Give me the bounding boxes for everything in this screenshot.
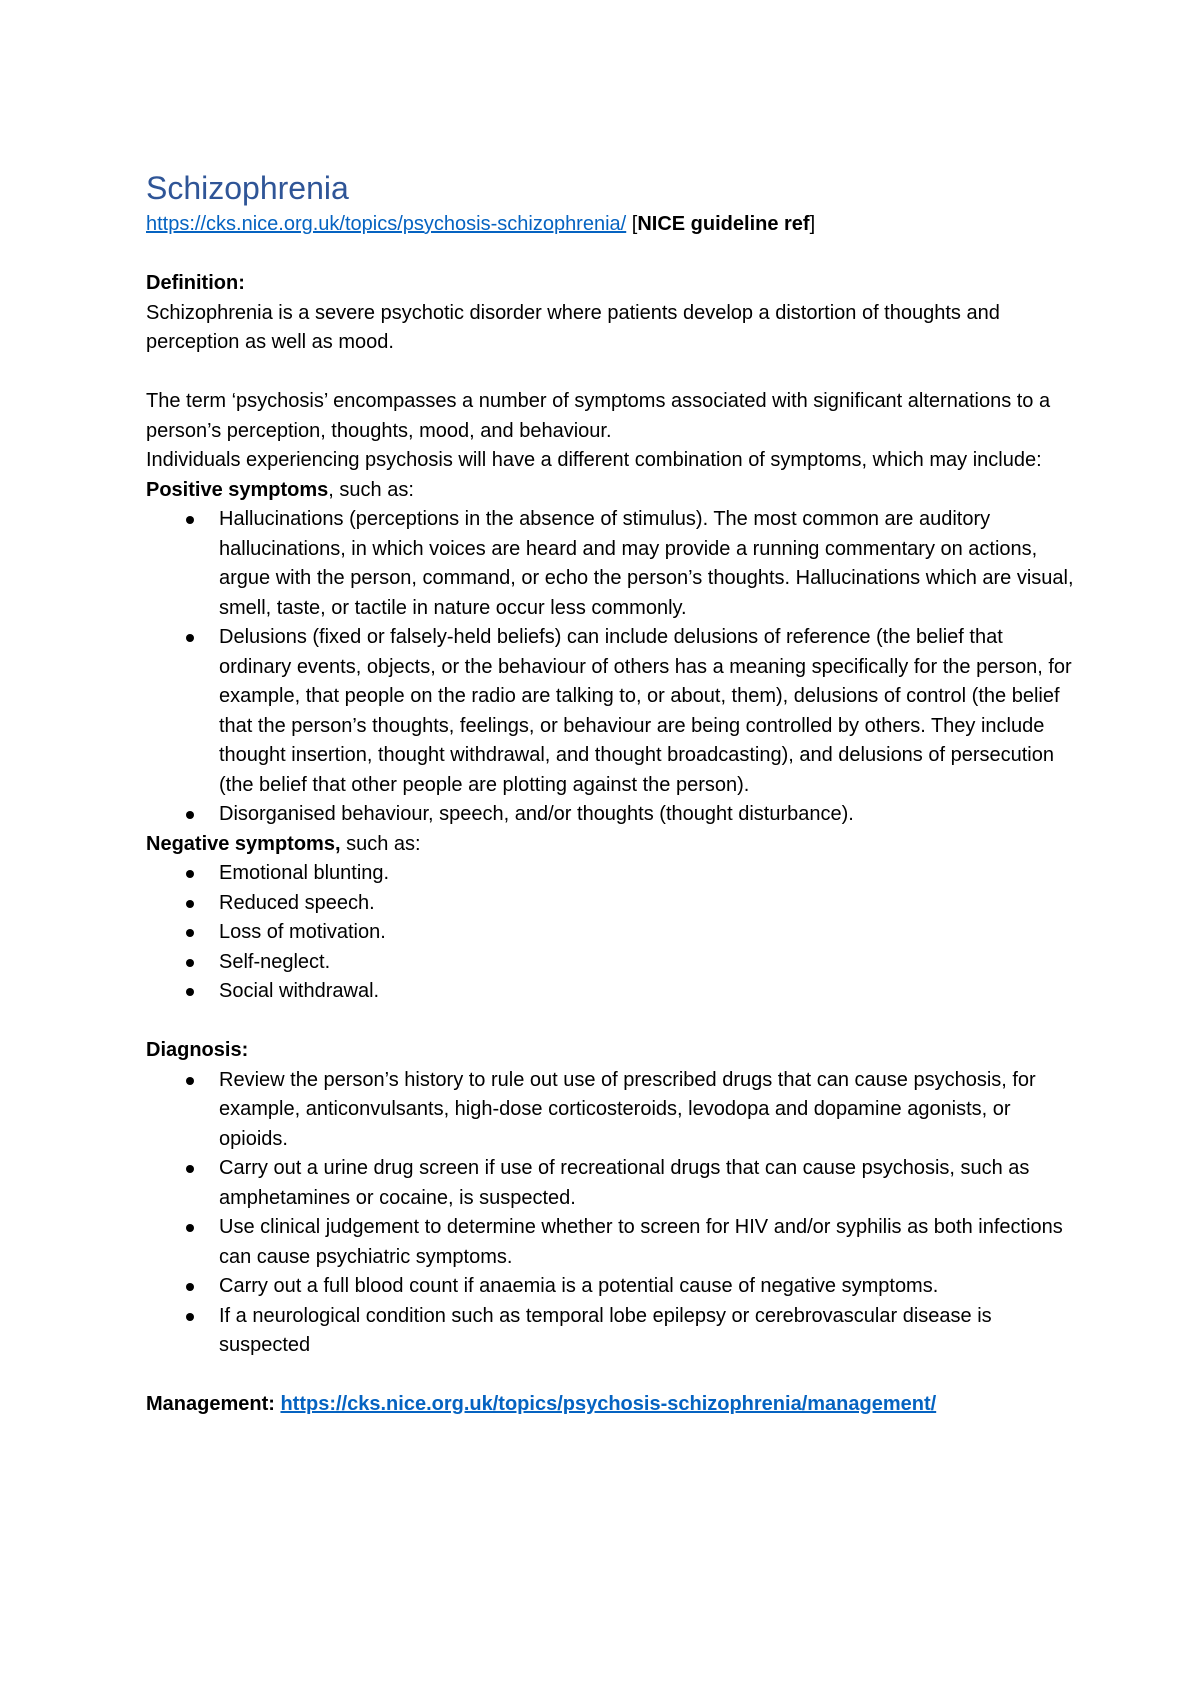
list-item	[146, 505, 1076, 623]
list-item	[146, 1154, 1076, 1213]
bullet-icon	[186, 811, 194, 819]
bullet-icon	[186, 988, 194, 996]
bullet-icon	[186, 516, 194, 524]
bullet-icon	[186, 1224, 194, 1232]
list-item-text: Self-neglect.	[219, 950, 331, 973]
list-item-text: Carry out a full blood count if anaemia is a potential cause of negative symptoms.	[219, 1275, 939, 1297]
negative-heading-bold: Negative symptoms,	[146, 832, 341, 855]
list-item-text: Reduced speech.	[219, 891, 375, 914]
spacer	[146, 358, 1076, 388]
list-item	[146, 1302, 1076, 1361]
list-item-text: Review the person’s history to rule out use of prescribed drugs that can cause psychosis, for example, anticonvulsants, high-dose corticosteroids, levodopa and dopamine agonists, or opioids.	[219, 1068, 1036, 1150]
list-item-text: Carry out a urine drug screen if use of recreational drugs that can cause psychosis, such as amphetamines or cocaine, is suspected.	[219, 1157, 1030, 1209]
list-item	[146, 918, 1076, 948]
bullet-icon	[186, 1313, 194, 1321]
page-title: Schizophrenia	[146, 170, 349, 206]
list-item-text: If a neurological condition such as temporal lobe epilepsy or cerebrovascular disease is suspected	[219, 1304, 992, 1356]
negative-symptoms-heading	[146, 830, 1076, 860]
bullet-icon	[186, 1283, 194, 1291]
positive-symptoms-list	[146, 505, 1076, 830]
management-link[interactable]: https://cks.nice.org.uk/topics/psychosis-schizophrenia/management/	[280, 1393, 937, 1415]
positive-heading-suffix: , such as:	[328, 478, 414, 501]
definition-text: Schizophrenia is a severe psychotic disorder where patients develop a distortion of thoughts and perception as well as mood.	[146, 301, 1000, 353]
bullet-icon	[186, 929, 194, 937]
list-item	[146, 948, 1076, 978]
nice-reference-link[interactable]: https://cks.nice.org.uk/topics/psychosis-schizophrenia/	[146, 213, 627, 235]
diagnosis-heading: Diagnosis:	[146, 1039, 249, 1061]
ref-label: NICE guideline ref	[637, 213, 810, 235]
list-item-text: Social withdrawal.	[219, 980, 380, 1002]
bullet-icon	[186, 634, 194, 642]
definition-heading: Definition:	[146, 272, 245, 294]
list-item	[146, 1272, 1076, 1302]
ref-close-bracket: ]	[809, 213, 816, 235]
positive-symptoms-heading	[146, 476, 1076, 506]
management-heading: Management:	[146, 1393, 281, 1415]
positive-heading-bold: Positive symptoms	[146, 478, 329, 501]
management-line	[146, 1390, 1076, 1420]
list-item-text: Use clinical judgement to determine whether to screen for HIV and/or syphilis as both infections can cause psychiatric symptoms.	[219, 1216, 1063, 1268]
spacer	[146, 1361, 1076, 1391]
list-item	[146, 1066, 1076, 1155]
spacer	[146, 240, 1076, 270]
list-item	[146, 889, 1076, 919]
psychosis-paragraph-2: Individuals experiencing psychosis will have a different combination of symptoms, which may include:	[146, 449, 1042, 471]
bullet-icon	[186, 900, 194, 908]
negative-heading-suffix: such as:	[340, 832, 421, 855]
negative-symptoms-list	[146, 859, 1076, 1007]
list-item	[146, 1213, 1076, 1272]
bullet-icon	[186, 870, 194, 878]
list-item	[146, 859, 1076, 889]
bullet-icon	[186, 1165, 194, 1173]
list-item-text: Hallucinations (perceptions in the absence of stimulus). The most common are auditory hallucinations, in which voices are heard and may provide a running commentary on actions, argue with the person, command, or echo the person’s thoughts. Hallucinations which are visual, smell, taste, or tactile in nature occur less commonly.	[219, 508, 1074, 619]
list-item	[146, 623, 1076, 800]
bullet-icon	[186, 1077, 194, 1085]
diagnosis-list	[146, 1066, 1076, 1361]
list-item	[146, 800, 1076, 830]
bullet-icon	[186, 959, 194, 967]
list-item-text: Loss of motivation.	[219, 921, 386, 943]
list-item-text: Delusions (fixed or falsely-held beliefs) can include delusions of reference (the belief that ordinary events, objects, or the behaviour of others has a meaning specifically for the person, for example, that people on the radio are talking to, or about, them), delusions of control (the belief that the person’s thoughts, feelings, or behaviour are being controlled by others. They include thought insertion, thought withdrawal, and thought broadcasting), and delusions of persecution (the belief that other people are plotting against the person).	[219, 626, 1072, 796]
list-item-text: Emotional blunting.	[219, 862, 390, 884]
document-content	[146, 166, 1076, 1420]
list-item	[146, 977, 1076, 1007]
ref-open-bracket: [	[626, 213, 638, 235]
psychosis-paragraph-1: The term ‘psychosis’ encompasses a number of symptoms associated with significant alternations to a person’s perception, thoughts, mood, and behaviour.	[146, 390, 1051, 442]
spacer	[146, 1007, 1076, 1037]
list-item-text: Disorganised behaviour, speech, and/or thoughts (thought disturbance).	[219, 803, 854, 825]
reference-line	[146, 210, 1076, 240]
